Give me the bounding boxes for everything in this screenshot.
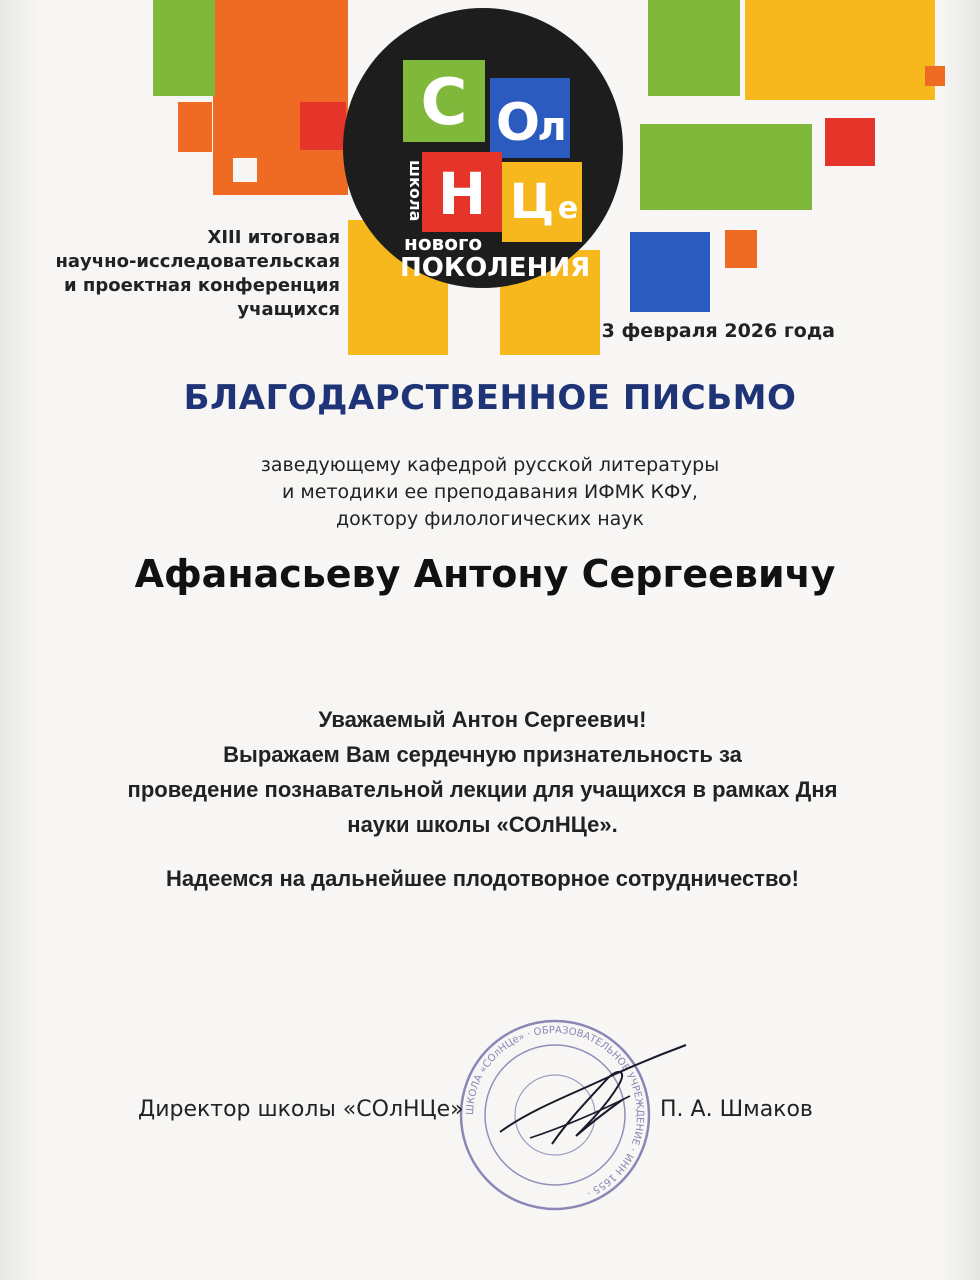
event-date: 3 февраля 2026 года	[601, 320, 835, 342]
body-line: науки школы «СОлНЦе».	[347, 812, 618, 837]
svg-text:школа: школа	[406, 160, 425, 222]
svg-text:Н: Н	[437, 160, 487, 228]
svg-text:Ц: Ц	[509, 174, 555, 230]
deco-block-green-right-mid	[640, 124, 812, 210]
svg-text:ШКОЛА «СОлНЦе» · ОБРАЗОВАТЕЛЬН: ШКОЛА «СОлНЦе» · ОБРАЗОВАТЕЛЬНОЕ УЧРЕЖДЕНИЕ · ИНН 1655 ·	[464, 1024, 646, 1199]
deco-block-orange-small	[178, 102, 212, 152]
recipient-line: и методики ее преподавания ИФМК КФУ,	[282, 481, 698, 503]
school-logo	[340, 0, 640, 300]
recipient-position	[0, 452, 980, 533]
body-line: Выражаем Вам сердечную признательность за	[223, 742, 742, 767]
body-line: проведение познавательной лекции для учащихся в рамках Дня	[127, 777, 838, 802]
svg-text:нового: нового	[404, 231, 483, 255]
deco-block-white-square	[233, 158, 257, 182]
document-title: БЛАГОДАРСТВЕННОЕ ПИСЬМО	[183, 378, 797, 418]
svg-text:О: О	[495, 93, 541, 153]
signature-role: Директор школы «СОлНЦе»	[138, 1097, 464, 1122]
conference-line: научно-исследовательская	[55, 251, 340, 272]
letter-body	[0, 702, 965, 842]
deco-block-red-right	[825, 118, 875, 166]
recipient-line: доктору филологических наук	[336, 508, 644, 530]
svg-text:ПОКОЛЕНИЯ: ПОКОЛЕНИЯ	[400, 253, 591, 283]
conference-line: XIII итоговая	[207, 227, 340, 248]
recipient-name: Афанасьеву Антону Сергеевичу	[134, 552, 836, 596]
conference-line: учащихся	[237, 299, 340, 320]
deco-block-green-left	[153, 0, 215, 96]
closing-line: Надеемся на дальнейшее плодотворное сотрудничество!	[166, 866, 799, 891]
deco-block-blue-right	[630, 232, 710, 312]
svg-text:л: л	[537, 104, 567, 150]
deco-block-orange-right-small	[725, 230, 757, 268]
deco-block-orange-right-top	[745, 0, 935, 100]
conference-line: и проектная конференция	[64, 275, 340, 296]
conference-info	[10, 226, 340, 322]
svg-text:е: е	[557, 191, 579, 226]
svg-text:С: С	[420, 66, 468, 140]
body-line: Уважаемый Антон Сергеевич!	[318, 707, 647, 732]
deco-block-green-right-top	[648, 0, 740, 96]
recipient-line: заведующему кафедрой русской литературы	[260, 454, 720, 476]
deco-block-small-top-right	[925, 66, 945, 86]
signatory-name: П. А. Шмаков	[660, 1097, 813, 1122]
